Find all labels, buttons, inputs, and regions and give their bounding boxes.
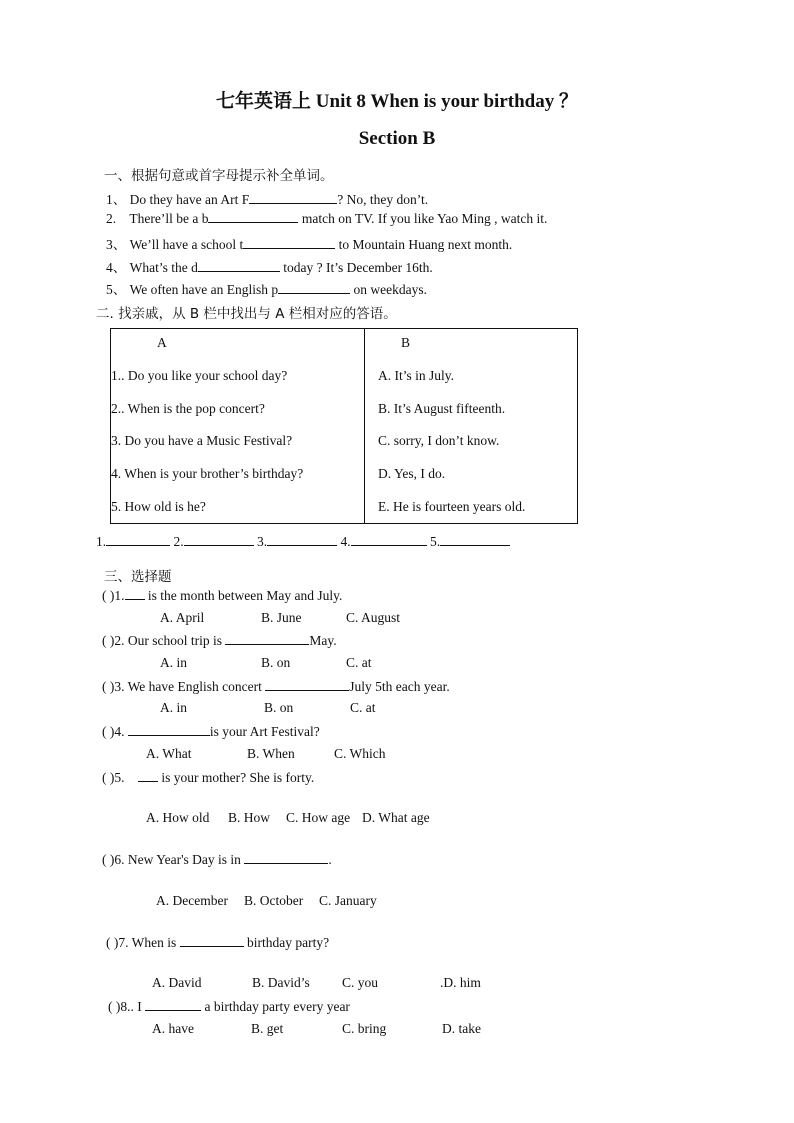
answer-blank[interactable] <box>351 533 427 546</box>
part1-item-3: 3、 We’ll have a school t to Mountain Huang next month. <box>106 237 513 252</box>
column-b-item: D. Yes, I do. <box>378 466 446 481</box>
option: B. How <box>228 810 271 825</box>
column-a-item: 1.. Do you like your school day? <box>111 368 288 383</box>
fill-blank[interactable] <box>145 998 201 1011</box>
answer-paren[interactable]: ( ) <box>102 724 115 739</box>
fill-blank[interactable] <box>265 678 349 691</box>
page-title: 七年英语上 Unit 8 When is your birthday ？ <box>216 91 578 112</box>
option: C. How age <box>286 810 351 825</box>
option: B. on <box>264 700 294 715</box>
column-a-item: 4. When is your brother’s birthday? <box>111 466 304 481</box>
question-2: ( )2. Our school trip is May. <box>102 633 337 648</box>
column-b-item: A. It’s in July. <box>378 368 455 383</box>
fill-blank[interactable] <box>278 281 350 294</box>
option: B. get <box>251 1021 284 1036</box>
fill-blank[interactable] <box>225 632 309 645</box>
answer-paren[interactable]: ( ) <box>102 679 115 694</box>
column-b-item: C. sorry, I don’t know. <box>378 433 500 448</box>
option: .D. him <box>440 975 481 990</box>
matching-table <box>110 328 578 524</box>
section-subtitle: Section B <box>358 128 436 149</box>
option: C. you <box>342 975 379 990</box>
question-5: ( )5. is your mother? She is forty. <box>102 770 315 785</box>
column-a-item: 3. Do you have a Music Festival? <box>111 433 293 448</box>
part1-item-1: 1、 Do they have an Art F ? No, they don’t. <box>106 192 429 207</box>
fill-blank[interactable] <box>180 934 244 947</box>
option: C. August <box>346 610 401 625</box>
answer-paren[interactable]: ( ) <box>102 770 115 785</box>
option: A. April <box>160 610 205 625</box>
column-b-header: B <box>401 335 411 350</box>
fill-blank[interactable] <box>249 191 337 204</box>
answer-blank[interactable] <box>267 533 337 546</box>
answer-blank[interactable] <box>184 533 254 546</box>
option: C. at <box>346 655 372 670</box>
fill-blank[interactable] <box>138 769 158 782</box>
option: A. How old <box>146 810 210 825</box>
matching-answer-row: 1. 2. 3. 4. 5. <box>96 533 510 550</box>
option: A. December <box>156 893 228 908</box>
option: B. October <box>244 893 304 908</box>
part2-heading: 二. 找亲戚，从 B 栏中找出与 A 栏相对应的答语。 <box>96 306 397 322</box>
answer-paren[interactable]: ( ) <box>102 633 115 648</box>
fill-blank[interactable] <box>128 723 210 736</box>
part1-item-4: 4、 What’s the d today ? It’s December 16th. <box>106 260 433 275</box>
option: C. bring <box>342 1021 387 1036</box>
column-b-item: B. It’s August fifteenth. <box>378 401 506 416</box>
option: B. When <box>247 746 295 761</box>
column-a-header: A <box>157 335 167 350</box>
question-8: ( )8.. I a birthday party every year <box>108 999 350 1014</box>
fill-blank[interactable] <box>244 851 328 864</box>
table-divider <box>364 329 365 523</box>
option: A. in <box>160 700 187 715</box>
option: A. in <box>160 655 187 670</box>
answer-paren[interactable]: ( ) <box>106 935 119 950</box>
option: C. Which <box>334 746 386 761</box>
answer-blank[interactable] <box>106 533 170 546</box>
part1-item-5: 5、 We often have an English p on weekdays. <box>106 282 427 297</box>
question-4: ( )4. is your Art Festival? <box>102 724 320 739</box>
fill-blank[interactable] <box>125 587 145 600</box>
option: B. on <box>261 655 291 670</box>
part1-item-2: 2. There’ll be a b match on TV. If you like Yao Ming , watch it. <box>106 211 548 226</box>
question-7: ( )7. When is birthday party? <box>106 935 330 950</box>
option: A. David <box>152 975 202 990</box>
column-a-item: 5. How old is he? <box>111 499 206 514</box>
fill-blank[interactable] <box>208 210 298 223</box>
answer-paren[interactable]: ( ) <box>108 999 121 1014</box>
column-b-item: E. He is fourteen years old. <box>378 499 526 514</box>
question-3: ( )3. We have English concert July 5th each year. <box>102 679 450 694</box>
answer-blank[interactable] <box>440 533 510 546</box>
option: B. June <box>261 610 302 625</box>
column-a-item: 2.. When is the pop concert? <box>111 401 265 416</box>
option: A. What <box>146 746 192 761</box>
question-1: ( )1. is the month between May and July. <box>102 588 343 603</box>
option: A. have <box>152 1021 194 1036</box>
question-6: ( )6. New Year's Day is in . <box>102 852 332 867</box>
option: C. January <box>319 893 377 908</box>
fill-blank[interactable] <box>198 259 280 272</box>
part3-heading: 三、选择题 <box>104 569 172 585</box>
part1-heading: 一、根据句意或首字母提示补全单词。 <box>104 168 334 184</box>
option: B. David’s <box>252 975 310 990</box>
answer-paren[interactable]: ( ) <box>102 852 115 867</box>
fill-blank[interactable] <box>243 236 335 249</box>
option: D. take <box>442 1021 481 1036</box>
answer-paren[interactable]: ( ) <box>102 588 115 603</box>
option: D. What age <box>362 810 430 825</box>
option: C. at <box>350 700 376 715</box>
